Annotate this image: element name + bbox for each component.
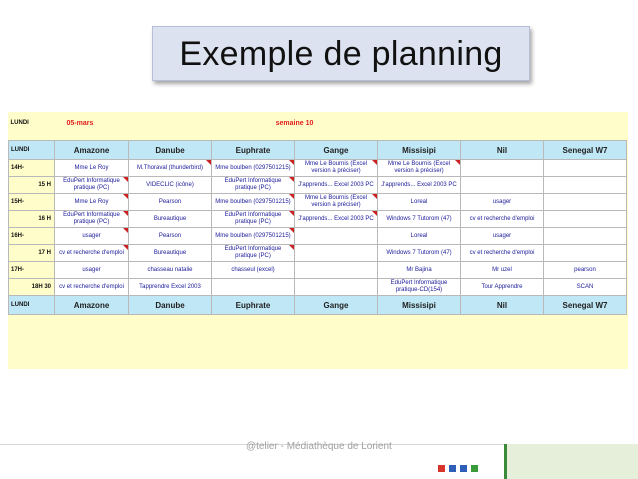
room-footer: Euphrate <box>212 296 295 315</box>
room-footer: Missisipi <box>378 296 461 315</box>
planning-table <box>8 112 627 315</box>
color-dot <box>438 465 445 472</box>
schedule-cell[interactable]: Mme boulben (0297501215) <box>212 194 295 211</box>
room-header: Missisipi <box>378 141 461 160</box>
schedule-cell[interactable]: SCAN <box>544 279 627 296</box>
schedule-cell[interactable]: Bureautique <box>129 211 212 228</box>
room-header: Amazone <box>55 141 129 160</box>
time-slot: 17H- <box>9 262 55 279</box>
table-row <box>9 194 627 211</box>
schedule-cell[interactable]: usager <box>461 194 544 211</box>
schedule-cell[interactable]: Mr uzel <box>461 262 544 279</box>
schedule-cell[interactable]: M.Thoraval (thunderbird) <box>129 160 212 177</box>
schedule-cell[interactable]: usager <box>461 228 544 245</box>
schedule-cell[interactable]: Mme Le Roy <box>55 194 129 211</box>
table-row <box>9 211 627 228</box>
room-footer: Danube <box>129 296 212 315</box>
schedule-cell[interactable]: chasseul (excel) <box>212 262 295 279</box>
schedule-cell[interactable] <box>544 177 627 194</box>
table-row <box>9 245 627 262</box>
room-header: Danube <box>129 141 212 160</box>
schedule-cell[interactable]: Mme boulben (0297501215) <box>212 228 295 245</box>
planning-rows <box>9 160 627 296</box>
day-label: LUNDI <box>9 112 55 134</box>
schedule-cell[interactable] <box>544 160 627 177</box>
color-dot <box>460 465 467 472</box>
schedule-cell[interactable]: Mme Le Roy <box>55 160 129 177</box>
schedule-cell[interactable]: usager <box>55 228 129 245</box>
room-header: Senegal W7 <box>544 141 627 160</box>
time-slot: 15 H <box>9 177 55 194</box>
time-slot: 16 H <box>9 211 55 228</box>
schedule-cell[interactable]: cv et recherche d'emploi <box>461 211 544 228</box>
footer-accent-panel <box>504 444 638 479</box>
room-header: Gange <box>295 141 378 160</box>
table-row <box>9 262 627 279</box>
schedule-cell[interactable] <box>212 279 295 296</box>
table-row <box>9 228 627 245</box>
schedule-cell[interactable] <box>544 228 627 245</box>
schedule-cell[interactable]: cv et recherche d'emploi <box>461 245 544 262</box>
time-slot: 16H- <box>9 228 55 245</box>
header-day: LUNDI <box>9 141 55 160</box>
schedule-cell[interactable]: J'apprends... Excel 2003 PC <box>295 177 378 194</box>
schedule-cell[interactable] <box>295 245 378 262</box>
room-footer: Nil <box>461 296 544 315</box>
schedule-cell[interactable]: Tour Apprendre <box>461 279 544 296</box>
schedule-cell[interactable]: Windows 7 Tutorom (47) <box>378 245 461 262</box>
schedule-cell[interactable] <box>461 160 544 177</box>
room-header: Nil <box>461 141 544 160</box>
slide-title: Exemple de planning <box>179 35 503 73</box>
footer-day: LUNDI <box>9 296 55 315</box>
schedule-cell[interactable]: Mr Bajina <box>378 262 461 279</box>
room-footer: Amazone <box>55 296 129 315</box>
table-row <box>9 177 627 194</box>
schedule-cell[interactable] <box>461 177 544 194</box>
table-row <box>9 160 627 177</box>
slide-title-box <box>152 26 530 81</box>
schedule-cell[interactable]: Mme boulben (0297501215) <box>212 160 295 177</box>
sheet-top-row <box>9 112 627 134</box>
schedule-cell[interactable]: Pearson <box>129 194 212 211</box>
schedule-cell[interactable]: Mme Le Bournis (Excel version à préciser) <box>295 194 378 211</box>
schedule-cell[interactable]: VIDECLIC (icône) <box>129 177 212 194</box>
planning-sheet <box>8 112 628 369</box>
color-dots <box>438 459 482 477</box>
schedule-cell[interactable]: EduPert Informatique pratique (PC) <box>212 177 295 194</box>
time-slot: 17 H <box>9 245 55 262</box>
schedule-cell[interactable]: EduPert Informatique pratique (PC) <box>55 177 129 194</box>
schedule-cell[interactable]: pearson <box>544 262 627 279</box>
time-slot: 14H- <box>9 160 55 177</box>
time-slot: 18H 30 <box>9 279 55 296</box>
time-slot: 15H- <box>9 194 55 211</box>
schedule-cell[interactable] <box>544 211 627 228</box>
schedule-cell[interactable]: chasseau natalie <box>129 262 212 279</box>
schedule-cell[interactable]: J'apprends... Excel 2003 PC <box>295 211 378 228</box>
schedule-cell[interactable]: EduPert Informatique pratique (PC) <box>212 211 295 228</box>
schedule-cell[interactable]: EduPert Informatique pratique (PC) <box>55 211 129 228</box>
schedule-cell[interactable]: J'apprends... Excel 2003 PC <box>378 177 461 194</box>
schedule-cell[interactable]: cv et recherche d'emploi <box>55 245 129 262</box>
color-dot <box>449 465 456 472</box>
schedule-cell[interactable]: EduPert Informatique pratique (PC) <box>212 245 295 262</box>
schedule-cell[interactable]: Mme Le Bournis (Excel version à préciser) <box>295 160 378 177</box>
schedule-cell[interactable] <box>295 279 378 296</box>
schedule-cell[interactable]: Pearson <box>129 228 212 245</box>
room-header-row <box>9 141 627 160</box>
schedule-cell[interactable]: Tapprendre Excel 2003 <box>129 279 212 296</box>
schedule-cell[interactable] <box>295 262 378 279</box>
week-label: semaine 10 <box>212 112 378 134</box>
schedule-cell[interactable]: Windows 7 Tutorom (47) <box>378 211 461 228</box>
schedule-cell[interactable]: Loreal <box>378 228 461 245</box>
schedule-cell[interactable] <box>295 228 378 245</box>
schedule-cell[interactable]: usager <box>55 262 129 279</box>
slide-footer: @telier - Médiathèque de Lorient <box>246 441 392 452</box>
room-header: Euphrate <box>212 141 295 160</box>
schedule-cell[interactable]: cv et recherche d'emploi <box>55 279 129 296</box>
schedule-cell[interactable]: Mme Le Bournis (Excel version à préciser) <box>378 160 461 177</box>
table-row <box>9 279 627 296</box>
date-label: 05-mars <box>55 112 129 134</box>
schedule-cell[interactable] <box>544 245 627 262</box>
schedule-cell[interactable]: EduPert Informatique pratique-CD(154) <box>378 279 461 296</box>
room-footer-row <box>9 296 627 315</box>
schedule-cell[interactable]: Bureautique <box>129 245 212 262</box>
color-dot <box>471 465 478 472</box>
room-footer: Senegal W7 <box>544 296 627 315</box>
room-footer: Gange <box>295 296 378 315</box>
schedule-cell[interactable]: Loreal <box>378 194 461 211</box>
schedule-cell[interactable] <box>544 194 627 211</box>
